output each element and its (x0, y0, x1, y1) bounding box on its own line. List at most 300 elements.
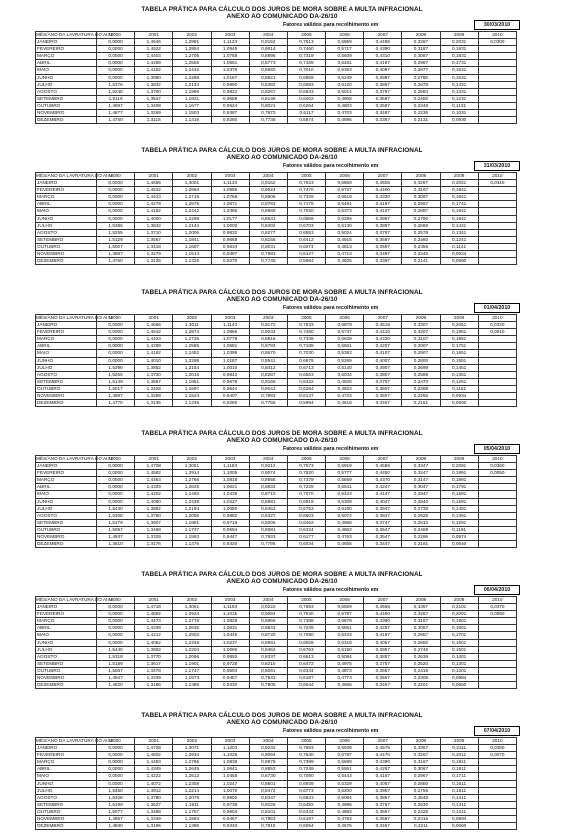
factor-cell: 1,5265 (97, 371, 135, 378)
factor-cell: 1,3617 (135, 660, 173, 667)
factor-cell: 0,2748 (402, 646, 440, 653)
factor-cell: 1,5255 (97, 229, 135, 236)
factor-cell: 0,8976 (249, 759, 287, 766)
factor-cell: 0,5669 (326, 477, 364, 484)
factor-cell: 0,3297 (402, 180, 440, 187)
year-column-header: 2007 (364, 32, 402, 39)
factor-cell: 0,7953 (249, 816, 287, 823)
factor-cell: 0,6553 (287, 229, 325, 236)
factor-cell: 0,8402 (249, 222, 287, 229)
factor-cell: 0,7319 (287, 53, 325, 60)
table-row (36, 646, 517, 653)
block-subtitle: ANEXO AO COMUNICADO DA-26/10 (226, 13, 338, 20)
year-column-header: 2009 (440, 456, 478, 463)
factor-cell: 1,0945 (211, 46, 249, 53)
table-row (36, 766, 517, 773)
table-row (36, 808, 517, 815)
factor-cell: 0,0000 (97, 618, 135, 625)
factor-cell: 1,2204 (173, 646, 211, 653)
factor-cell: 0,6187 (287, 675, 325, 682)
factor-cell: 0,5309 (326, 498, 364, 505)
factor-cell: 1,3269 (135, 110, 173, 117)
factor-cell: 0,9397 (211, 251, 249, 258)
factor-cell: 1,3902 (135, 646, 173, 653)
factor-cell: 1,1203 (211, 745, 249, 752)
year-column-header: 2004 (249, 32, 287, 39)
factor-cell: 0,5491 (326, 201, 364, 208)
factor-cell: 0,1691 (440, 491, 478, 498)
factor-cell: 1,3071 (173, 745, 211, 752)
factor-cell: 0,4330 (364, 336, 402, 343)
factor-cell (478, 498, 516, 505)
factor-cell: 1,1851 (173, 378, 211, 385)
factor-cell: 0,0974 (440, 534, 478, 541)
factor-cell: 0,6693 (287, 81, 325, 88)
factor-cell: 0,4505 (364, 180, 402, 187)
factor-cell: 0,4965 (326, 519, 364, 526)
factor-cell: 0,5373 (326, 208, 364, 215)
factor-cell: 0,9718 (211, 519, 249, 526)
factor-cell: 0,1611 (440, 780, 478, 787)
factor-cell: 0,3967 (364, 787, 402, 794)
factor-cell: 0,2256 (402, 393, 440, 400)
month-cell: FEVEREIRO (36, 187, 97, 194)
factor-cell: 0,1701 (440, 632, 478, 639)
factor-cell: 0,5919 (326, 463, 364, 470)
factor-cell (478, 823, 516, 830)
interest-table (35, 737, 517, 830)
year-column-header: 2009 (440, 597, 478, 604)
factor-cell: 0,8392 (249, 81, 287, 88)
factor-cell: 1,4728 (135, 745, 173, 752)
factor-cell: 0,0000 (97, 350, 135, 357)
month-cell: NOVEMBRO (36, 816, 97, 823)
factor-cell: 0,2997 (402, 201, 440, 208)
factor-cell: 1,5119 (97, 95, 135, 102)
factor-cell: 1,0561 (211, 60, 249, 67)
factor-cell: 0,7010 (287, 67, 325, 74)
factor-cell: 1,2016 (173, 371, 211, 378)
factor-cell: 0,3587 (364, 102, 402, 109)
factor-cell: 1,2056 (173, 512, 211, 519)
table-row (36, 787, 517, 794)
factor-cell: 1,3627 (135, 801, 173, 808)
factor-cell: 0,7520 (287, 470, 325, 477)
month-cell: NOVEMBRO (36, 110, 97, 117)
factor-cell: 0,5727 (326, 187, 364, 194)
factor-cell: 0,5787 (326, 611, 364, 618)
table-row (36, 759, 517, 766)
factor-cell: 1,4473 (135, 618, 173, 625)
factor-cell: 0,0000 (97, 357, 135, 364)
factor-cell: 0,3057 (402, 625, 440, 632)
factor-cell: 0,0640 (440, 541, 478, 548)
month-cell: JANEIRO (36, 604, 97, 611)
factor-cell: 1,4947 (97, 675, 135, 682)
month-cell: NOVEMBRO (36, 393, 97, 400)
factor-cell: 0,2628 (402, 512, 440, 519)
factor-cell: 1,4750 (97, 117, 135, 124)
factor-cell: 0,8277 (249, 229, 287, 236)
factor-cell: 0,7480 (287, 329, 325, 336)
factor-cell (478, 336, 516, 343)
factor-cell: 0,3097 (402, 194, 440, 201)
factor-cell: 0,0000 (97, 336, 135, 343)
factor-cell (478, 780, 516, 787)
factor-cell: 0,3947 (364, 505, 402, 512)
factor-cell: 0,8916 (249, 336, 287, 343)
table-row (36, 215, 517, 222)
factor-cell: 1,3700 (135, 88, 173, 95)
factor-cell: 0,9014 (249, 46, 287, 53)
factor-cell: 1,2585 (173, 343, 211, 350)
factor-cell: 0,4187 (364, 60, 402, 67)
factor-cell: 1,2864 (173, 187, 211, 194)
factor-cell: 0,0380 (478, 745, 516, 752)
factor-cell: 0,1031 (440, 110, 478, 117)
factor-cell: 0,3607 (364, 385, 402, 392)
table-row (36, 801, 517, 808)
month-cell: OUTUBRO (36, 526, 97, 533)
factor-cell: 0,4057 (364, 639, 402, 646)
factor-cell: 0,8541 (249, 357, 287, 364)
factor-cell: 1,0571 (211, 201, 249, 208)
factor-cell: 0,4097 (364, 67, 402, 74)
factor-cell: 1,3126 (135, 258, 173, 265)
year-column-header: 2005 (287, 456, 325, 463)
factor-cell: 1,5199 (97, 801, 135, 808)
factor-cell: 0,5269 (326, 357, 364, 364)
factor-cell: 0,9152 (249, 39, 287, 46)
factor-cell (478, 534, 516, 541)
factor-cell: 0,2850 (402, 639, 440, 646)
factor-cell: 0,7379 (287, 477, 325, 484)
factor-cell: 0,2246 (402, 251, 440, 258)
factor-cell: 0,3287 (402, 39, 440, 46)
year-column-header: 2000 (97, 315, 135, 322)
factor-cell: 0,9024 (249, 187, 287, 194)
factor-cell: 1,3990 (135, 74, 173, 81)
factor-cell: 0,1451 (440, 364, 478, 371)
factor-cell: 0,0000 (97, 491, 135, 498)
factor-cell: 0,2011 (440, 752, 478, 759)
factor-cell: 0,8287 (249, 371, 287, 378)
year-column-header: 2007 (364, 456, 402, 463)
factor-cell (478, 491, 516, 498)
factor-cell: 1,0631 (211, 625, 249, 632)
factor-cell: 0,0000 (97, 194, 135, 201)
factor-cell: 0,4655 (326, 541, 364, 548)
month-cell: FEVEREIRO (36, 611, 97, 618)
factor-cell: 0,7633 (287, 322, 325, 329)
factor-cell: 0,7943 (249, 675, 287, 682)
factor-cell: 1,2991 (173, 39, 211, 46)
year-column-header: 2009 (440, 32, 478, 39)
factor-cell: 0,4310 (364, 53, 402, 60)
factor-cell: 1,4897 (97, 393, 135, 400)
factor-cell: 0,9524 (211, 102, 249, 109)
factor-cell: 1,0050 (211, 505, 249, 512)
year-column-header: 2010 (478, 456, 516, 463)
factor-cell: 0,4883 (326, 808, 364, 815)
factor-cell: 0,1131 (440, 102, 478, 109)
factor-cell: 1,2502 (173, 632, 211, 639)
month-cell: JULHO (36, 787, 97, 794)
table-row (36, 816, 517, 823)
factor-cell: 0,2306 (402, 675, 440, 682)
factor-cell: 0,9280 (211, 400, 249, 407)
table-row (36, 745, 517, 752)
factor-cell (478, 208, 516, 215)
factor-cell: 0,9534 (211, 243, 249, 250)
block-title: TABELA PRÁTICA PARA CÁLCULO DOS JUROS DE MORA SOBRE A MULTA INFRACIONAL (141, 147, 423, 154)
factor-cell: 1,5245 (97, 88, 135, 95)
factor-cell: 1,1911 (173, 801, 211, 808)
year-column-header: 2008 (402, 32, 440, 39)
factor-cell: 0,5859 (326, 39, 364, 46)
factor-cell: 0,4460 (364, 611, 402, 618)
factor-cell (478, 618, 516, 625)
factor-cell: 1,3349 (135, 816, 173, 823)
factor-cell: 1,3842 (135, 222, 173, 229)
year-column-header: 2007 (364, 597, 402, 604)
factor-cell: 0,5879 (326, 322, 364, 329)
table-row (36, 526, 517, 533)
factor-cell: 0,6422 (287, 378, 325, 385)
factor-cell: 0,6402 (287, 95, 325, 102)
table-row (36, 53, 517, 60)
factor-cell: 1,0227 (211, 498, 249, 505)
interest-table (35, 314, 517, 407)
factor-cell: 1,0435 (211, 491, 249, 498)
factor-cell: 1,0455 (211, 773, 249, 780)
factor-cell: 0,1241 (440, 236, 478, 243)
factor-cell: 0,8956 (249, 477, 287, 484)
factor-cell: 0,6412 (287, 236, 325, 243)
factor-cell: 0,0000 (97, 46, 135, 53)
factor-cell: 1,5067 (97, 667, 135, 674)
factor-cell: 1,5450 (97, 787, 135, 794)
factor-cell: 1,4403 (135, 53, 173, 60)
factor-cell: 1,0828 (211, 618, 249, 625)
factor-cell: 0,4267 (364, 766, 402, 773)
factor-cell: 0,2051 (440, 322, 478, 329)
factor-cell: 0,3157 (402, 618, 440, 625)
table-row (36, 222, 517, 229)
factor-cell: 1,4269 (135, 60, 173, 67)
year-column-header: 2001 (135, 173, 173, 180)
factor-cell: 1,2066 (173, 653, 211, 660)
factor-cell: 0,1951 (440, 329, 478, 336)
table-row (36, 660, 517, 667)
factor-cell: 0,0924 (440, 251, 478, 258)
factor-cell: 1,2924 (173, 611, 211, 618)
factor-cell: 0,9832 (211, 229, 249, 236)
table-row (36, 780, 517, 787)
factor-cell: 0,8472 (249, 787, 287, 794)
factor-cell: 1,4483 (135, 759, 173, 766)
factor-cell: 0,2588 (402, 371, 440, 378)
year-column-header: 2008 (402, 315, 440, 322)
factor-cell (478, 236, 516, 243)
factor-cell: 0,2648 (402, 794, 440, 801)
factor-cell: 1,1697 (173, 385, 211, 392)
factor-cell: 0,5423 (326, 491, 364, 498)
factor-cell: 1,0838 (211, 759, 249, 766)
month-cell: JANEIRO (36, 745, 97, 752)
factor-cell: 1,3408 (135, 102, 173, 109)
factor-cell: 0,4873 (326, 667, 364, 674)
factor-cell (478, 215, 516, 222)
factor-cell: 1,1747 (173, 667, 211, 674)
factor-cell: 0,4147 (364, 491, 402, 498)
factor-cell: 0,2510 (402, 519, 440, 526)
factor-cell: 0,1711 (440, 773, 478, 780)
factor-cell: 0,2151 (402, 400, 440, 407)
factors-date: 01/04/2010 (474, 303, 520, 313)
month-cell: MARÇO (36, 477, 97, 484)
factor-cell: 1,2854 (173, 46, 211, 53)
table-row (36, 604, 517, 611)
table-row (36, 752, 517, 759)
factor-cell: 0,1851 (440, 336, 478, 343)
factor-cell: 0,3647 (364, 526, 402, 533)
factor-cell: 0,3697 (364, 236, 402, 243)
factor-cell: 0,3707 (364, 378, 402, 385)
factor-cell: 0,1651 (440, 350, 478, 357)
factor-cell: 0,7470 (287, 187, 325, 194)
factor-cell: 1,3488 (135, 808, 173, 815)
table-row (36, 39, 517, 46)
factor-cell: 1,2575 (173, 201, 211, 208)
year-column-header: 2008 (402, 597, 440, 604)
factor-cell: 0,0010 (478, 329, 516, 336)
factor-cell: 0,0300 (478, 39, 516, 46)
factor-cell: 0,7399 (287, 759, 325, 766)
factor-cell: 0,2001 (440, 611, 478, 618)
month-cell: OUTUBRO (36, 808, 97, 815)
year-column-header: 2009 (440, 315, 478, 322)
factor-cell: 0,4410 (364, 329, 402, 336)
factors-label: Fatores válidos para recolhimento em (283, 305, 379, 311)
factor-cell: 0,5014 (326, 88, 364, 95)
month-cell: OUTUBRO (36, 102, 97, 109)
factor-cell: 0,4803 (326, 102, 364, 109)
factor-cell: 0,1991 (440, 470, 478, 477)
factor-cell: 0,3387 (364, 117, 402, 124)
factor-cell: 0,9728 (211, 660, 249, 667)
month-cell: JUNHO (36, 639, 97, 646)
factor-cell: 0,5561 (326, 766, 364, 773)
factor-cell: 1,2194 (173, 505, 211, 512)
factor-cell: 1,0060 (211, 646, 249, 653)
factor-cell: 0,6543 (287, 88, 325, 95)
factor-cell: 0,5797 (326, 752, 364, 759)
factor-cell: 0,1831 (440, 53, 478, 60)
factor-cell: 0,1311 (440, 801, 478, 808)
factor-cell: 0,0000 (97, 766, 135, 773)
factor-cell (478, 808, 516, 815)
table-row (36, 393, 517, 400)
month-cell: SETEMBRO (36, 236, 97, 243)
table-row (36, 81, 517, 88)
month-column-header: MÊS/ANO DA LAVRATURA DO AIIM (36, 456, 113, 462)
factor-cell: 1,4877 (97, 110, 135, 117)
factor-cell: 1,2645 (173, 766, 211, 773)
factor-cell: 0,9407 (211, 393, 249, 400)
factor-cell: 0,5034 (326, 371, 364, 378)
factor-cell: 1,4010 (135, 357, 173, 364)
factor-cell: 0,2530 (402, 801, 440, 808)
year-column-header: 2003 (211, 173, 249, 180)
factor-cell: 1,3428 (135, 385, 173, 392)
factor-cell: 0,4207 (364, 343, 402, 350)
factor-cell: 0,5130 (326, 222, 364, 229)
factor-cell: 0,4067 (364, 780, 402, 787)
factor-cell: 1,4810 (97, 541, 135, 548)
factor-cell: 0,1141 (440, 243, 478, 250)
factor-cell: 0,8581 (249, 498, 287, 505)
factor-cell: 1,2134 (173, 81, 211, 88)
factor-cell: 0,5777 (326, 470, 364, 477)
factor-cell: 1,4289 (135, 343, 173, 350)
factor-cell: 0,9232 (249, 745, 287, 752)
factor-cell: 0,5939 (326, 745, 364, 752)
factor-cell: 0,4575 (364, 745, 402, 752)
table-row (36, 371, 517, 378)
factor-cell: 1,1193 (211, 604, 249, 611)
factor-cell: 0,2678 (402, 81, 440, 88)
factor-cell: 0,0000 (97, 470, 135, 477)
factor-cell: 1,1005 (211, 470, 249, 477)
factor-cell (478, 766, 516, 773)
factor-cell: 0,7389 (287, 618, 325, 625)
factor-cell: 0,3247 (402, 470, 440, 477)
year-column-header: 2000 (97, 597, 135, 604)
factor-cell: 0,1931 (440, 46, 478, 53)
factor-cell: 0,4257 (364, 625, 402, 632)
factor-cell: 0,7805 (249, 682, 287, 689)
factor-cell: 0,6324 (287, 526, 325, 533)
month-cell: DEZEMBRO (36, 117, 97, 124)
factor-cell: 0,8166 (249, 378, 287, 385)
month-cell: DEZEMBRO (36, 258, 97, 265)
factor-cell: 1,1143 (211, 322, 249, 329)
year-column-header: 2006 (326, 315, 364, 322)
factor-cell: 0,0590 (440, 258, 478, 265)
factor-cell: 0,1341 (440, 229, 478, 236)
factor-cell (478, 625, 516, 632)
factor-cell (478, 201, 516, 208)
factor-cell: 0,6054 (287, 823, 325, 830)
factor-cell: 0,8853 (249, 766, 287, 773)
month-cell: JUNHO (36, 74, 97, 81)
factor-cell: 1,4542 (135, 329, 173, 336)
factor-cell: 0,8206 (249, 519, 287, 526)
factor-cell: 0,3267 (402, 752, 440, 759)
factor-cell: 0,0000 (97, 39, 135, 46)
factor-cell: 0,7460 (287, 46, 325, 53)
factor-cell: 0,3197 (402, 187, 440, 194)
factor-cell (478, 484, 516, 491)
table-row (36, 60, 517, 67)
factor-cell (478, 243, 516, 250)
factor-cell: 1,0758 (211, 53, 249, 60)
factor-cell: 0,5319 (326, 639, 364, 646)
factor-cell: 0,0000 (97, 625, 135, 632)
factor-cell: 0,4975 (326, 660, 364, 667)
factor-cell: 0,1531 (440, 74, 478, 81)
